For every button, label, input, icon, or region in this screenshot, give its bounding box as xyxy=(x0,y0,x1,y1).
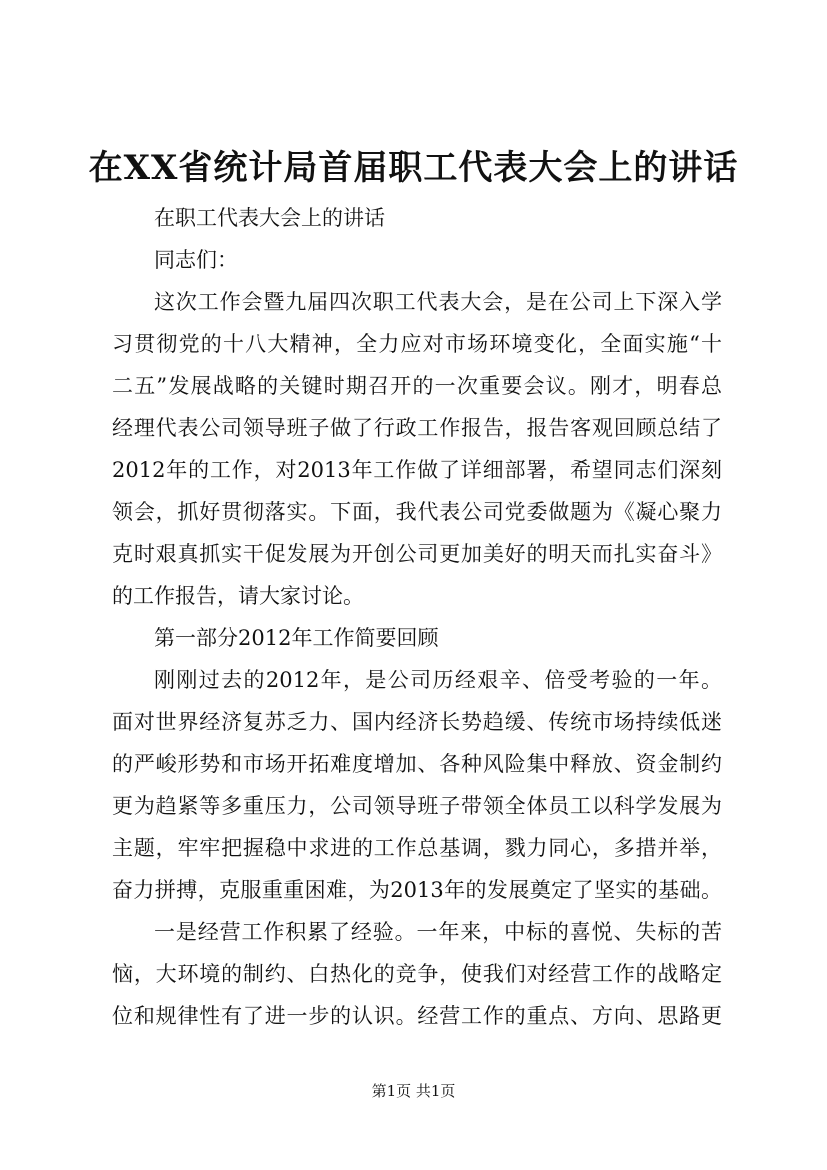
paragraph-line: 这次工作会暨九届四次职工代表大会，是在公司上下深入学 xyxy=(154,290,722,314)
document-body xyxy=(112,197,722,1037)
paragraph-line: 恼，大环境的制约、白热化的竞争，使我们对经营工作的战略定 xyxy=(112,962,722,986)
subtitle-line: 在职工代表大会上的讲话 xyxy=(154,206,385,230)
page-number: 第1页 共1页 xyxy=(371,1082,456,1100)
paragraph-line: 领会，抓好贯彻落实。下面，我代表公司党委做题为《凝心聚力 xyxy=(112,500,722,524)
paragraph-line: 克时艰真抓实干促发展为开创公司更加美好的明天而扎实奋斗》 xyxy=(112,542,722,566)
paragraph-line: 面对世界经济复苏乏力、国内经济长势趋缓、传统市场持续低迷 xyxy=(112,710,722,734)
paragraph-line: 习贯彻党的十八大精神，全力应对市场环境变化，全面实施“十 xyxy=(112,332,722,356)
paragraph-line: 位和规律性有了进一步的认识。经营工作的重点、方向、思路更 xyxy=(112,1004,722,1028)
salutation-line: 同志们： xyxy=(154,248,238,272)
paragraph-line: 2012年的工作，对2013年工作做了详细部署，希望同志们深刻 xyxy=(112,458,722,482)
paragraph-line: 的工作报告，请大家讨论。 xyxy=(112,584,364,608)
section-heading: 第一部分2012年工作简要回顾 xyxy=(154,626,439,650)
paragraph-line: 奋力拼搏，克服重重困难，为2013年的发展奠定了坚实的基础。 xyxy=(112,878,722,902)
paragraph-line: 的严峻形势和市场开拓难度增加、各种风险集中释放、资金制约 xyxy=(112,752,722,776)
paragraph-line: 更为趋紧等多重压力，公司领导班子带领全体员工以科学发展为 xyxy=(112,794,722,818)
document-title: 在XX省统计局首届职工代表大会上的讲话 xyxy=(88,148,739,188)
paragraph-line: 一是经营工作积累了经验。一年来，中标的喜悦、失标的苦 xyxy=(154,920,722,944)
paragraph-line: 二五”发展战略的关键时期召开的一次重要会议。刚才，明春总 xyxy=(112,374,722,398)
paragraph-line: 主题，牢牢把握稳中求进的工作总基调，戮力同心，多措并举， xyxy=(112,836,722,860)
paragraph-line: 刚刚过去的2012年，是公司历经艰辛、倍受考验的一年。 xyxy=(154,668,722,692)
paragraph-line: 经理代表公司领导班子做了行政工作报告，报告客观回顾总结了 xyxy=(112,416,722,440)
